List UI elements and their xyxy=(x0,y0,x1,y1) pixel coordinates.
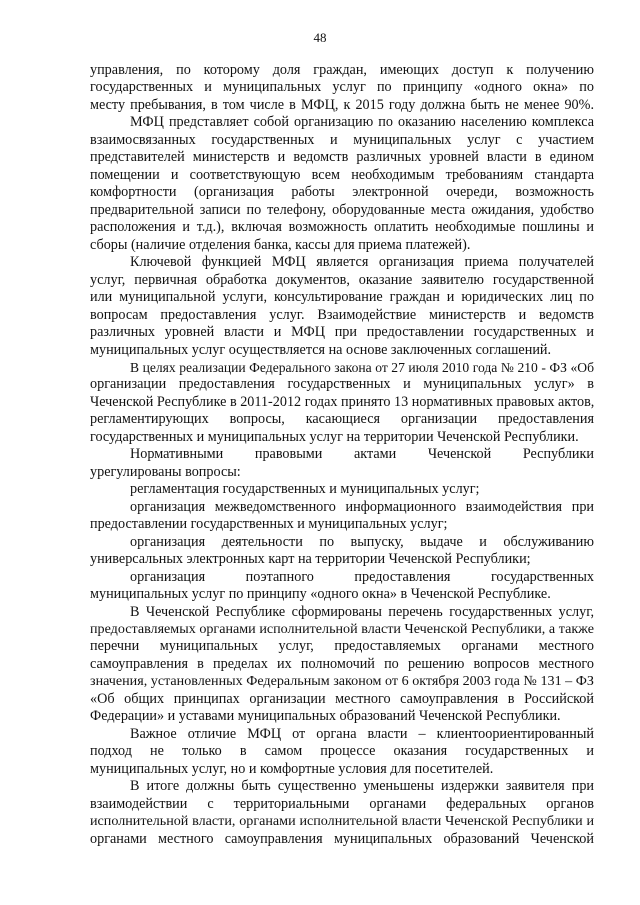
text-line: универсальных электронных карт на территории Чеченской Республики; xyxy=(90,551,531,568)
text-line: организации предоставления государственных и муниципальных услуг» в xyxy=(90,376,594,393)
text-line: муниципальных услуг по принципу «одного окна» в Чеченской Республике. xyxy=(90,586,551,603)
text-line: взаимосвязанных государственных и муниципальных услуг с участием xyxy=(90,131,594,148)
body-text xyxy=(90,62,594,848)
text-line: Важное отличие МФЦ от органа власти – клиентоориентированный xyxy=(130,725,594,742)
text-line: организация поэтапного предоставления государственных xyxy=(130,568,594,585)
text-line: В целях реализации Федерального закона от 27 июля 2010 года № 210 - ФЗ «Об xyxy=(130,359,594,375)
text-line: подход не только в самом процессе оказания государственных и xyxy=(90,743,594,760)
text-line: «Об общих принципах организации местного самоуправления в Российской xyxy=(90,690,594,707)
text-line: услуг, первичная обработка документов, оказание заявителю государственной xyxy=(90,271,594,288)
text-line: расположения и т.д.), включая возможность оплатить необходимые пошлины и xyxy=(90,219,594,236)
text-line: предоставляемых органами исполнительной власти Чеченской Республики, а также xyxy=(90,621,594,637)
text-line: муниципальных услуг, но и комфортные условия для посетителей. xyxy=(90,760,494,777)
text-line: государственных и муниципальных услуг по принципу «одного окна» по xyxy=(90,79,594,96)
text-line: различных уровней власти и МФЦ при предоставлении государственных и xyxy=(90,324,594,341)
text-line: управления, по которому доля граждан, имеющих доступ к получению xyxy=(90,62,594,78)
page-number: 48 xyxy=(313,30,327,45)
text-line: или муниципальной услуги, консультирование граждан и юридических лиц по xyxy=(90,289,594,306)
text-line: муниципальных услуг осуществляется на основе заключенных соглашений. xyxy=(90,341,552,358)
text-line: организация межведомственного информационного взаимодействия при xyxy=(130,498,594,515)
text-line: МФЦ представляет собой организацию по оказанию населению комплекса xyxy=(130,114,594,131)
text-line: государственных и муниципальных услуг на территории Чеченской Республики. xyxy=(90,428,579,445)
text-line: представителей министерств и ведомств различных уровней власти в едином xyxy=(90,149,594,166)
text-line: сборы (наличие отделения банка, кассы для приема платежей). xyxy=(90,236,471,253)
text-line: исполнительной власти, органами исполнительной власти Чеченской Республики и xyxy=(90,813,594,830)
text-line: урегулированы вопросы: xyxy=(90,463,241,480)
text-line: помещении и соответствующую всем необходимым требованиям стандарта xyxy=(90,166,594,183)
text-line: значения, установленных Федеральным законом от 6 октября 2003 года № 131 – ФЗ xyxy=(90,673,594,690)
text-line: Нормативными правовыми актами Чеченской Республики xyxy=(130,446,594,463)
text-line: Федерации» и уставами муниципальных образований Чеченской Республики. xyxy=(90,708,561,725)
text-line: Чеченской Республике в 2011-2012 годах принято 13 нормативных правовых актов, xyxy=(90,393,594,410)
text-line: взаимодействии с территориальными органами федеральных органов xyxy=(90,795,594,812)
text-line: регламентация государственных и муниципальных услуг; xyxy=(130,481,480,498)
text-line: В итоге должны быть существенно уменьшены издержки заявителя при xyxy=(130,778,594,795)
text-line: В Чеченской Республике сформированы перечень государственных услуг, xyxy=(130,603,594,620)
text-line: регламентирующих вопросы, касающиеся организации предоставления xyxy=(90,411,594,428)
text-line: предварительной записи по телефону, оборудованные места ожидания, удобство xyxy=(90,201,594,218)
text-line: месту пребывания, в том числе в МФЦ, к 2015 году должна быть не менее 90%. xyxy=(90,96,594,113)
text-line: органами местного самоуправления муниципальных образований Чеченской xyxy=(90,830,594,847)
text-line: предоставлении государственных и муниципальных услуг; xyxy=(90,516,448,533)
text-line: самоуправления в пределах их полномочий по решению вопросов местного xyxy=(90,655,594,672)
text-line: комфортности (организация работы электронной очереди, возможность xyxy=(90,184,594,201)
text-line: Ключевой функцией МФЦ является организация приема получателей xyxy=(130,254,594,271)
text-line: вопросам предоставления услуг. Взаимодействие министерств и ведомств xyxy=(90,306,594,323)
text-line: перечни муниципальных услуг, предоставляемых органами местного xyxy=(90,638,594,655)
text-line: организация деятельности по выпуску, выдаче и обслуживанию xyxy=(130,533,594,550)
